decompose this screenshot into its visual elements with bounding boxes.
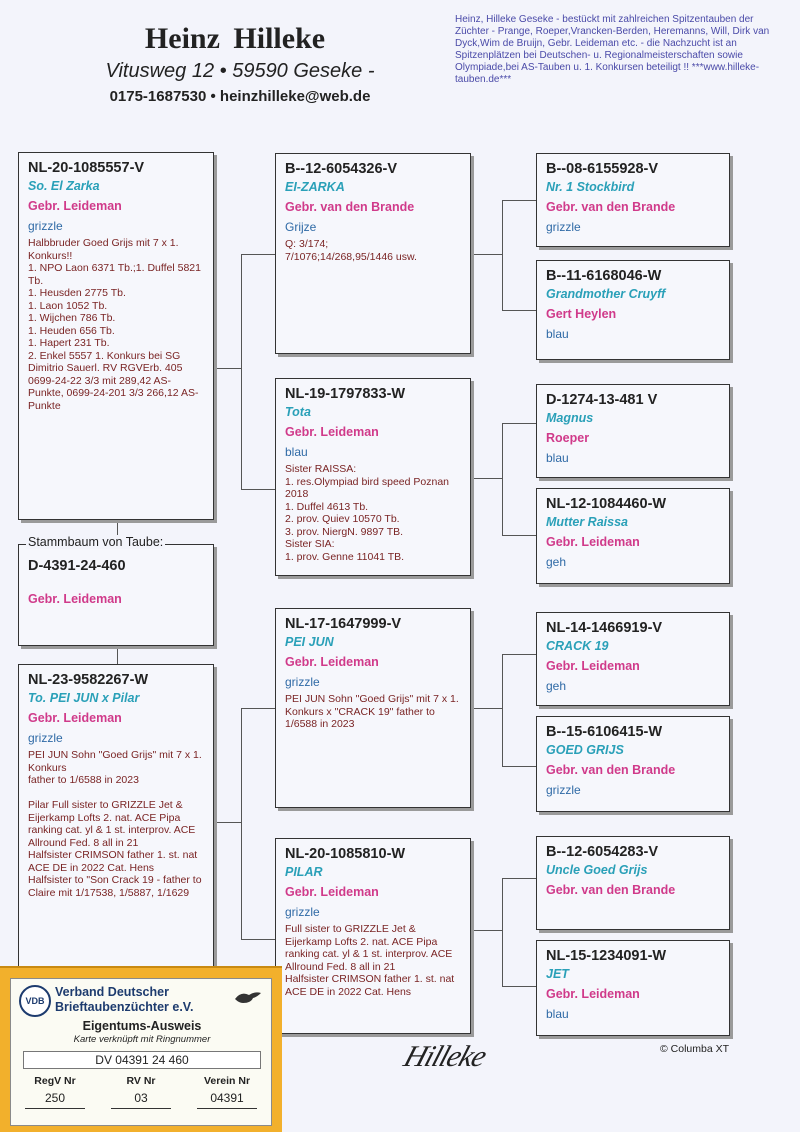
dam-sire-info: PEI JUN Sohn "Goed Grijs" mit 7 x 1. Konkurs x "CRACK 19" father to 1/6588 in 2023	[285, 693, 459, 730]
dam-dam-info: Full sister to GRIZZLE Jet & Eijerkamp Lofts 2. nat. ACE Pipa ranking cat. yl & 1 st. interprov. ACE Allround Fed. 8 all in 21 Halfsister CRIMSON father 1. st. nat ACE DE in 2022 Cat. Hens	[285, 923, 455, 998]
sire-sire-color: Grijze	[285, 220, 317, 234]
connector	[502, 766, 536, 767]
ggp-ring: B--15-6106415-W	[546, 724, 663, 740]
connector	[502, 200, 536, 201]
ggp-color: blau	[546, 451, 569, 465]
dam-sire-breeder: Gebr. Leideman	[285, 655, 379, 669]
ggp-name: Uncle Goed Grijs	[546, 863, 648, 877]
verein-label: Verein Nr	[203, 1075, 251, 1087]
ggp-card	[536, 153, 730, 247]
sire-breeder: Gebr. Leideman	[28, 199, 122, 213]
dam-name: To. PEI JUN x Pilar	[28, 691, 140, 705]
dam-dam-ring: NL-20-1085810-W	[285, 846, 406, 862]
sire-dam-info: Sister RAISSA: 1. res.Olympiad bird speed Poznan 2018 1. Duffel 4613 Tb. 2. prov. Quiev 10570 Tb. 3. prov. NiergN. 9897 TB. Sister SIA: 1. prov. Genne 11041 TB.	[285, 463, 450, 563]
connector	[472, 254, 502, 255]
ggp-ring: B--12-6054283-V	[546, 844, 659, 860]
dam-color: grizzle	[28, 731, 63, 745]
ggp-breeder: Roeper	[546, 431, 590, 445]
connector	[241, 939, 275, 940]
rv-value: 03	[111, 1091, 171, 1109]
ownership-ring-number: DV 04391 24 460	[23, 1051, 261, 1069]
sire-dam-breeder: Gebr. Leideman	[285, 425, 379, 439]
dam-sire-color: grizzle	[285, 675, 320, 689]
dam-dam-card	[275, 838, 471, 1034]
connector	[241, 708, 242, 940]
ggp-card	[536, 836, 730, 930]
regv-label: RegV Nr	[34, 1075, 76, 1087]
ggp-name: JET	[546, 967, 569, 981]
ggp-breeder: Gebr. Leideman	[546, 659, 640, 673]
connector	[215, 368, 241, 369]
sire-color: grizzle	[28, 219, 63, 233]
ggp-color: grizzle	[546, 220, 581, 234]
dam-sire-card	[275, 608, 471, 808]
connector	[472, 478, 502, 479]
pigeon-icon	[233, 989, 263, 1007]
ggp-color: blau	[546, 327, 569, 341]
ggp-breeder: Gebr. van den Brande	[546, 763, 676, 777]
ggp-name: CRACK 19	[546, 639, 609, 653]
ownership-card-inner	[10, 978, 272, 1126]
ggp-ring: B--11-6168046-W	[546, 268, 662, 284]
ggp-card	[536, 488, 730, 584]
ggp-ring: D-1274-13-481 V	[546, 392, 658, 408]
ggp-color: geh	[546, 555, 567, 569]
dam-dam-name: PILAR	[285, 865, 323, 879]
ggp-card	[536, 260, 730, 360]
ggp-card	[536, 384, 730, 478]
association-logo-icon: VDB	[19, 985, 51, 1017]
association-name: Verband Deutscher Brieftaubenzüchter e.V.	[55, 985, 194, 1014]
sire-sire-name: EI-ZARKA	[285, 180, 345, 194]
connector	[502, 986, 536, 987]
rv-label: RV Nr	[126, 1075, 156, 1087]
ggp-name: Magnus	[546, 411, 594, 425]
dam-dam-color: grizzle	[285, 905, 320, 919]
connector	[215, 822, 241, 823]
dam-dam-breeder: Gebr. Leideman	[285, 885, 379, 899]
ggp-ring: NL-15-1234091-W	[546, 948, 667, 964]
connector	[502, 310, 536, 311]
dam-sire-ring: NL-17-1647999-V	[285, 616, 402, 632]
sire-dam-color: blau	[285, 445, 308, 459]
sire-dam-card	[275, 378, 471, 576]
sire-dam-name: Tota	[285, 405, 311, 419]
dam-ring: NL-23-9582267-W	[28, 672, 149, 688]
connector	[502, 878, 503, 986]
connector	[502, 535, 536, 536]
dam-card	[18, 664, 214, 968]
connector	[502, 423, 536, 424]
ggp-card	[536, 716, 730, 812]
ggp-card	[536, 940, 730, 1036]
sire-card	[18, 152, 214, 520]
subject-label: Stammbaum von Taube:	[28, 535, 164, 549]
subject-ring: D-4391-24-460	[28, 558, 126, 574]
dam-breeder: Gebr. Leideman	[28, 711, 122, 725]
ggp-card	[536, 612, 730, 706]
ggp-name: Grandmother Cruyff	[546, 287, 666, 301]
sire-sire-info: Q: 3/174; 7/1076;14/268,95/1446 usw.	[285, 238, 417, 263]
ownership-card	[0, 966, 282, 1132]
sire-ring: NL-20-1085557-V	[28, 160, 145, 176]
connector	[241, 254, 275, 255]
connector	[472, 708, 502, 709]
ggp-breeder: Gebr. van den Brande	[546, 883, 676, 897]
ggp-breeder: Gebr. Leideman	[546, 987, 640, 1001]
connector	[502, 200, 503, 310]
sire-sire-card	[275, 153, 471, 354]
connector	[502, 654, 503, 766]
ggp-name: Mutter Raissa	[546, 515, 628, 529]
connector	[241, 489, 275, 490]
breeder-title: Heinz Hilleke	[144, 22, 326, 55]
ggp-color: blau	[546, 1007, 569, 1021]
breeder-address: Vitusweg 12 • 59590 Geseke -	[105, 60, 375, 82]
ggp-name: Nr. 1 Stockbird	[546, 180, 635, 194]
ggp-ring: NL-12-1084460-W	[546, 496, 667, 512]
connector	[502, 654, 536, 655]
connector	[117, 646, 118, 664]
regv-value: 250	[25, 1091, 85, 1109]
connector	[472, 930, 502, 931]
sire-name: So. El Zarka	[28, 179, 100, 193]
sire-dam-ring: NL-19-1797833-W	[285, 386, 406, 402]
connector	[502, 423, 503, 535]
dam-info: PEI JUN Sohn "Goed Grijs" mit 7 x 1. Konkurs father to 1/6588 in 2023 Pilar Full sister to GRIZZLE Jet & Eijerkamp Lofts 2. nat. ACE Pipa ranking cat. yl & 1 st. interprov. ACE Allround Fed. 8 all in 21 Halfsister CRIMSON father 1. st. nat ACE DE in 2022 Cat. Hens Halfsister to "Son Crack 19 - father to Claire mit 1/17538, 1/5887, 1/1629	[28, 749, 202, 899]
connector	[241, 254, 242, 490]
ggp-breeder: Gert Heylen	[546, 307, 617, 321]
sire-sire-breeder: Gebr. van den Brande	[285, 200, 415, 214]
ownership-subtitle: Karte verknüpft mit Ringnummer	[73, 1034, 211, 1045]
ggp-breeder: Gebr. van den Brande	[546, 200, 676, 214]
subject-card	[18, 544, 214, 646]
signature: Hilleke	[399, 1040, 491, 1073]
copyright: © Columba XT	[660, 1043, 730, 1055]
ggp-name: GOED GRIJS	[546, 743, 624, 757]
connector	[241, 708, 275, 709]
ggp-ring: B--08-6155928-V	[546, 161, 659, 177]
breeder-contact: 0175-1687530 • heinzhilleke@web.de	[109, 88, 371, 105]
ggp-breeder: Gebr. Leideman	[546, 535, 640, 549]
sire-info: Halbbruder Goed Grijs mit 7 x 1. Konkurs!! 1. NPO Laon 6371 Tb.;1. Duffel 5821 Tb. 1. Heusden 2775 Tb. 1. Laon 1052 Tb. 1. Wijchen 786 Tb. 1. Heuden 656 Tb. 1. Hapert 231 Tb. 2. Enkel 5557 1. Konkurs bei SG Dimitrio Sauerl. RV RGVErb. 405 0699-24-22 3/3 mit 289,42 AS-Punkte, 0699-24-201 3/3 266,12 AS-Punkte	[28, 237, 201, 412]
sire-sire-ring: B--12-6054326-V	[285, 161, 398, 177]
verein-value: 04391	[197, 1091, 257, 1109]
ggp-color: grizzle	[546, 783, 581, 797]
subject-breeder: Gebr. Leideman	[28, 592, 122, 606]
connector	[502, 878, 536, 879]
ggp-ring: NL-14-1466919-V	[546, 620, 663, 636]
breeder-description: Heinz, Hilleke Geseke - bestückt mit zahlreichen Spitzentauben der Züchter - Prange, Roeper,Vrancken-Berden, Heremanns, Will, Dirk van Dyck,Wim de Bruijn, Gebr. Leideman etc. - die Nachzucht ist an Spitzenplätzen bei Deutschen- u. Regionalmeisterschaften sowie Olympiade,bei AS-Tauben u. 1. Konkursen beteiligt !! ***www.hilleke-tauben.de***	[455, 14, 770, 85]
ggp-color: geh	[546, 679, 567, 693]
ownership-title: Eigentums-Ausweis	[82, 1019, 202, 1033]
dam-sire-name: PEI JUN	[285, 635, 334, 649]
